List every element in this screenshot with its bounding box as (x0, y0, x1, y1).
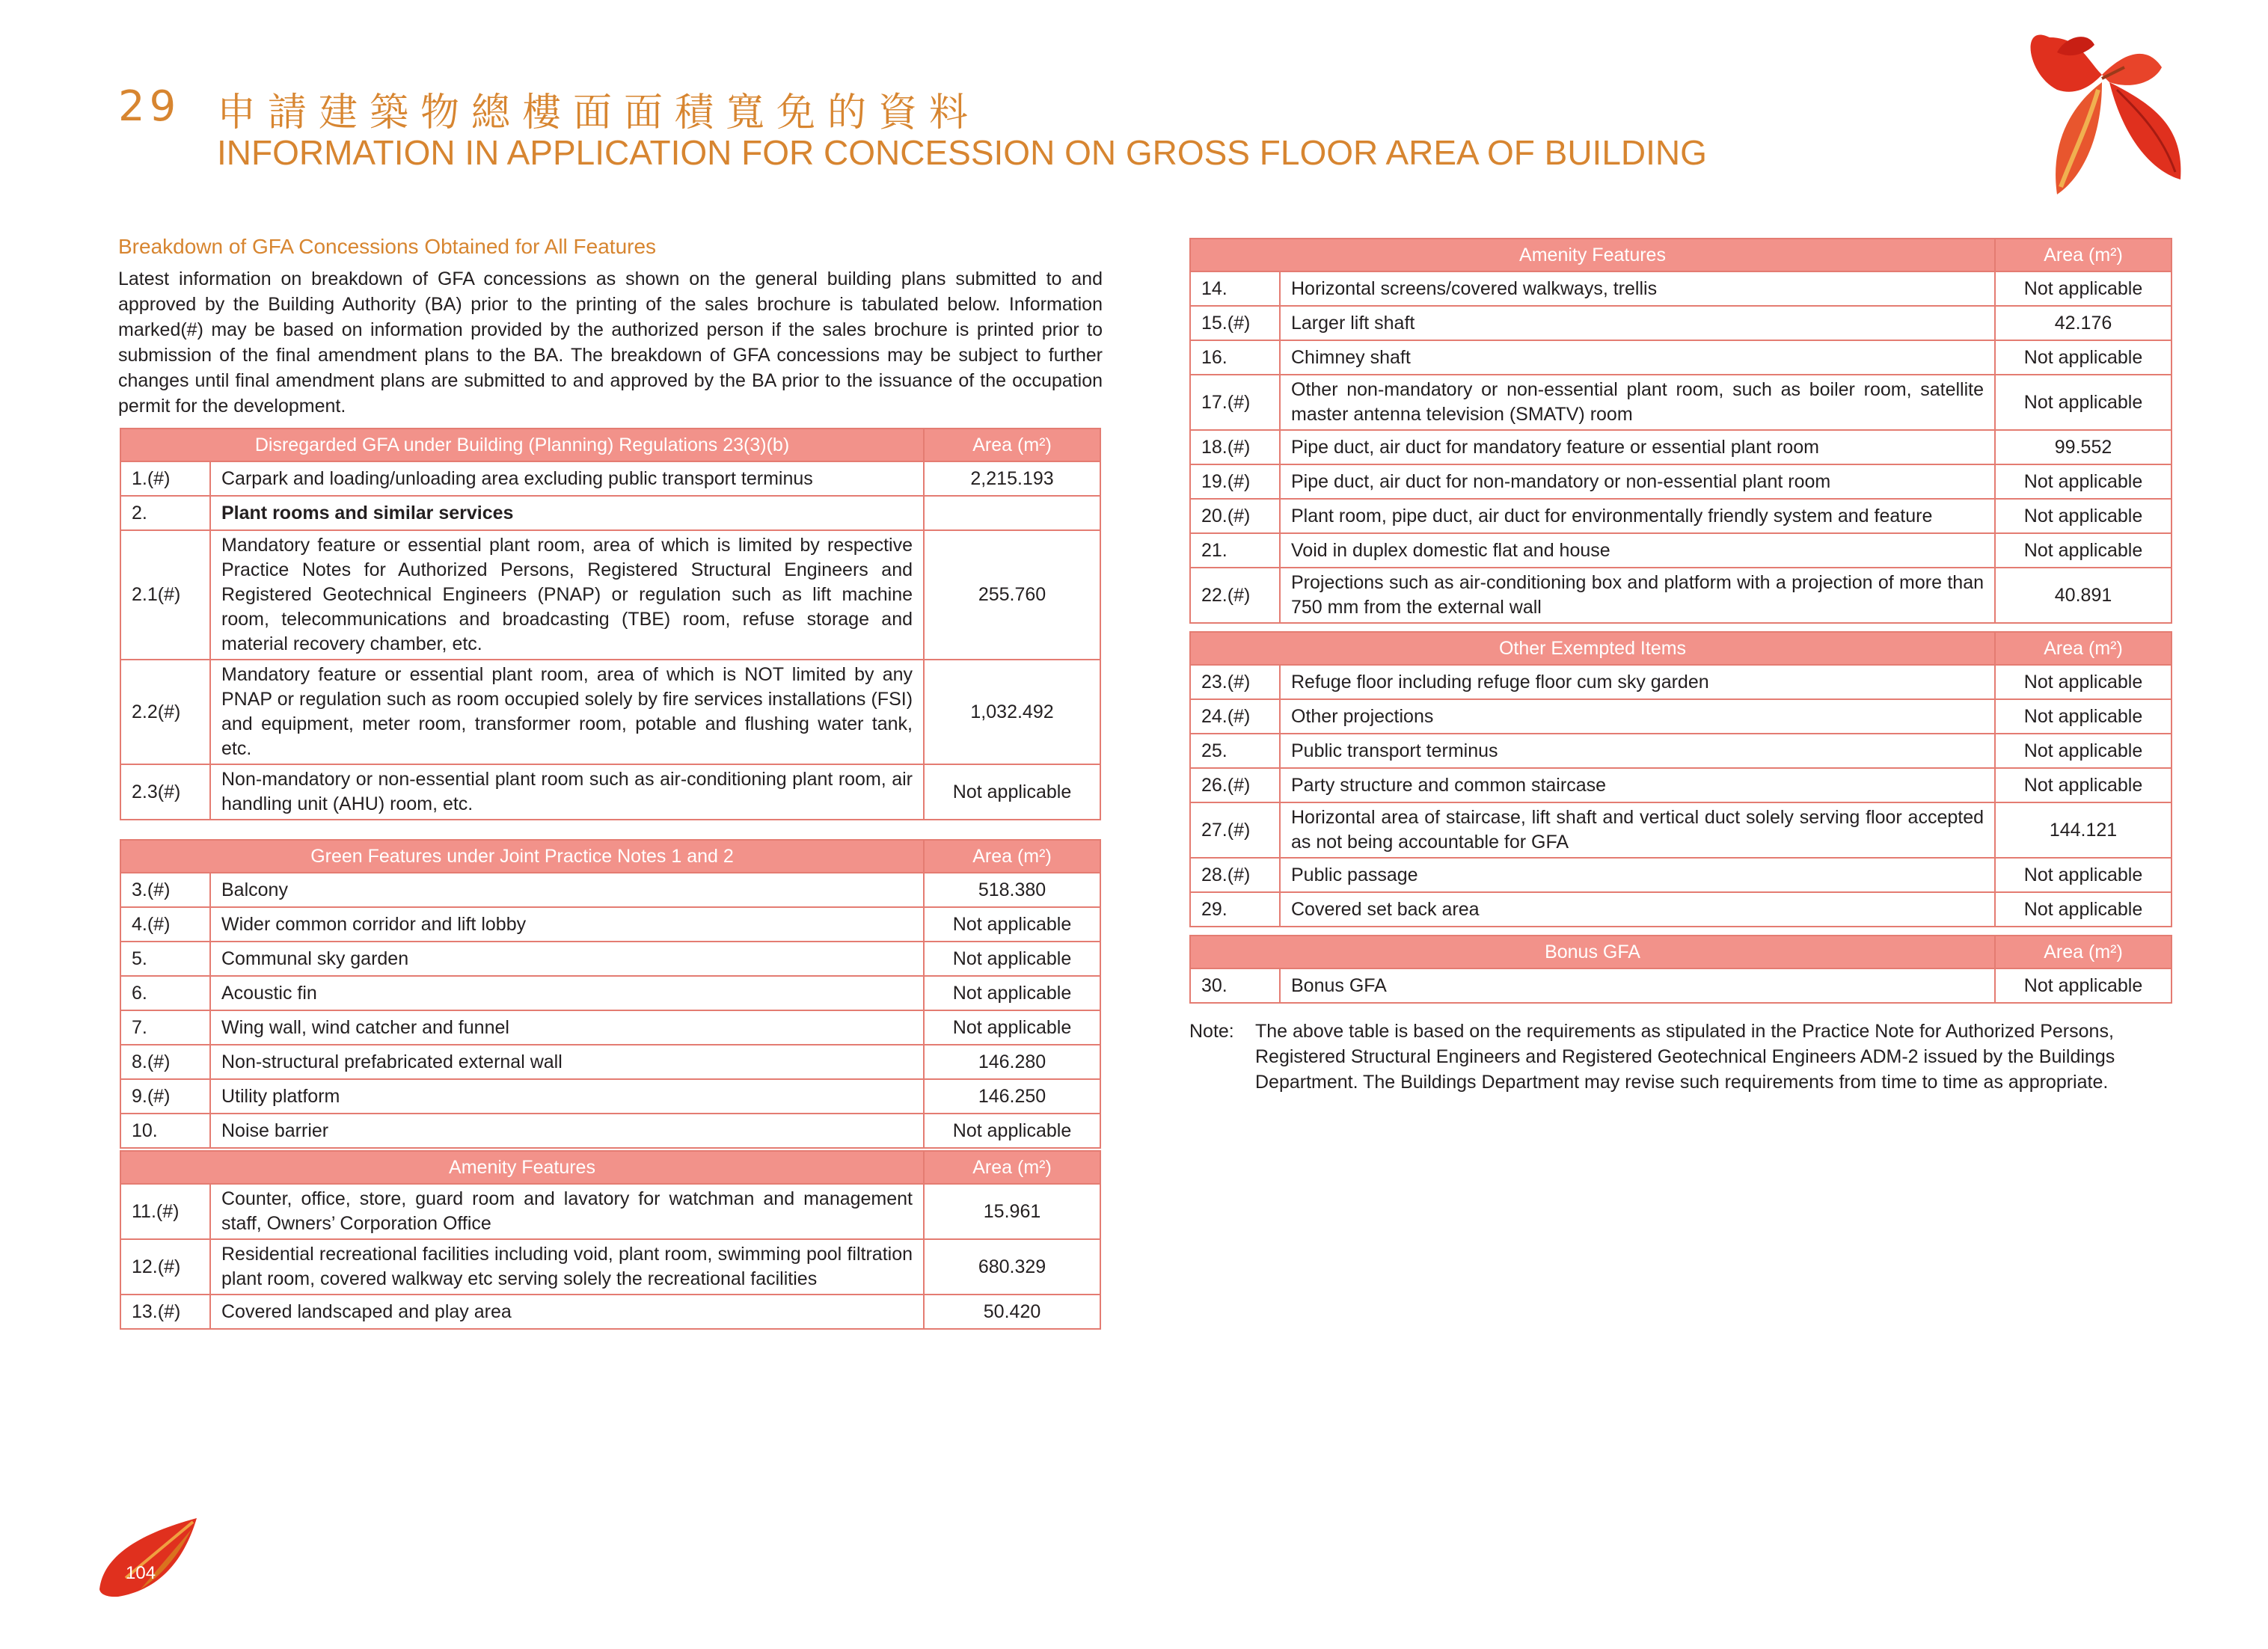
item-number: 9.(#) (120, 1079, 210, 1114)
item-area: Not applicable (1995, 858, 2172, 892)
item-number: 2.3(#) (120, 764, 210, 820)
item-area: Not applicable (1995, 271, 2172, 306)
item-description: Carpark and loading/unloading area excluding public transport terminus (210, 461, 924, 496)
amenity-features-table-right (1189, 238, 2172, 624)
bonus-gfa-table (1189, 935, 2172, 1004)
item-area: 146.280 (924, 1045, 1100, 1079)
table-row (120, 1079, 1100, 1114)
table-row (120, 1010, 1100, 1045)
item-description: Other non-mandatory or non-essential plant room, such as boiler room, satellite master antenna television (SMATV) room (1280, 375, 1995, 430)
table-row (120, 907, 1100, 942)
item-number: 15.(#) (1190, 306, 1280, 340)
item-number: 27.(#) (1190, 802, 1280, 858)
page-title-english: INFORMATION IN APPLICATION FOR CONCESSION ON GROSS FLOOR AREA OF BUILDING (217, 133, 1707, 172)
item-description: Mandatory feature or essential plant room, area of which is NOT limited by any PNAP or regulation such as room occupied solely by fire services installations (FSI) and equipment, meter room, transformer room, potable and flushing water tank, etc. (210, 660, 924, 764)
item-number: 18.(#) (1190, 430, 1280, 464)
item-area: 42.176 (1995, 306, 2172, 340)
disregarded-gfa-table (120, 428, 1101, 820)
item-area: Not applicable (924, 1010, 1100, 1045)
red-leaves-illustration (2005, 7, 2192, 202)
item-description: Public passage (1280, 858, 1995, 892)
item-description: Wider common corridor and lift lobby (210, 907, 924, 942)
item-description: Covered set back area (1280, 892, 1995, 927)
item-number: 10. (120, 1114, 210, 1148)
item-number: 1.(#) (120, 461, 210, 496)
table-row (120, 496, 1100, 530)
item-area: Not applicable (1995, 968, 2172, 1003)
area-column-header: Area (m²) (924, 840, 1100, 873)
item-area (924, 496, 1100, 530)
table-row (1190, 699, 2172, 734)
item-number: 8.(#) (120, 1045, 210, 1079)
item-description: Larger lift shaft (1280, 306, 1995, 340)
item-number: 2. (120, 496, 210, 530)
table-row (120, 1295, 1100, 1329)
table-row (120, 530, 1100, 660)
other-exempted-items-table (1189, 631, 2172, 927)
note-label: Note: (1189, 1021, 1234, 1042)
item-area: Not applicable (1995, 665, 2172, 699)
item-area: Not applicable (1995, 499, 2172, 533)
table-row (1190, 375, 2172, 430)
item-description: Void in duplex domestic flat and house (1280, 533, 1995, 568)
item-number: 25. (1190, 734, 1280, 768)
item-number: 14. (1190, 271, 1280, 306)
item-area: Not applicable (1995, 892, 2172, 927)
section-number: 29 (118, 82, 181, 131)
table-heading: Amenity Features (1190, 239, 1995, 271)
table-row (1190, 734, 2172, 768)
item-description: Balcony (210, 873, 924, 907)
item-number: 22.(#) (1190, 568, 1280, 623)
item-description: Other projections (1280, 699, 1995, 734)
item-area: Not applicable (1995, 340, 2172, 375)
table-row (1190, 568, 2172, 623)
table-heading: Other Exempted Items (1190, 632, 1995, 665)
table-row (120, 942, 1100, 976)
area-column-header: Area (m²) (1995, 239, 2172, 271)
table-row (1190, 340, 2172, 375)
item-area: 99.552 (1995, 430, 2172, 464)
item-description: Plant room, pipe duct, air duct for environmentally friendly system and feature (1280, 499, 1995, 533)
item-number: 2.2(#) (120, 660, 210, 764)
item-number: 26.(#) (1190, 768, 1280, 802)
section-subheading: Breakdown of GFA Concessions Obtained for All Features (118, 235, 657, 258)
table-row (1190, 768, 2172, 802)
area-column-header: Area (m²) (924, 1151, 1100, 1184)
item-description: Non-structural prefabricated external wall (210, 1045, 924, 1079)
item-number: 2.1(#) (120, 530, 210, 660)
item-number: 28.(#) (1190, 858, 1280, 892)
item-description: Horizontal screens/covered walkways, trellis (1280, 271, 1995, 306)
item-number: 5. (120, 942, 210, 976)
item-number: 20.(#) (1190, 499, 1280, 533)
item-number: 30. (1190, 968, 1280, 1003)
table-row (120, 1045, 1100, 1079)
green-features-table (120, 839, 1101, 1149)
item-area: Not applicable (1995, 734, 2172, 768)
table-heading: Disregarded GFA under Building (Planning) Regulations 23(3)(b) (120, 429, 924, 461)
item-number: 21. (1190, 533, 1280, 568)
page-title-chinese: 申請建築物總樓面面積寬免的資料 (217, 90, 981, 135)
table-row (1190, 464, 2172, 499)
item-area: 2,215.193 (924, 461, 1100, 496)
item-number: 6. (120, 976, 210, 1010)
table-row (120, 1114, 1100, 1148)
table-row (1190, 499, 2172, 533)
item-area: 518.380 (924, 873, 1100, 907)
item-number: 29. (1190, 892, 1280, 927)
table-row (1190, 306, 2172, 340)
item-description: Counter, office, store, guard room and lavatory for watchman and management staff, Owners’ Corporation Office (210, 1184, 924, 1239)
area-column-header: Area (m²) (1995, 632, 2172, 665)
item-area: 680.329 (924, 1239, 1100, 1295)
item-number: 4.(#) (120, 907, 210, 942)
item-description: Party structure and common staircase (1280, 768, 1995, 802)
table-row (120, 1239, 1100, 1295)
table-row (120, 461, 1100, 496)
item-number: 7. (120, 1010, 210, 1045)
item-area: 1,032.492 (924, 660, 1100, 764)
item-area: Not applicable (924, 764, 1100, 820)
note-text: The above table is based on the requirements as stipulated in the Practice Note for Authorized Persons, Registered Structural Engineers and Registered Geotechnical Engineers ADM-2 issued by the Buildings Department. The Buildings Department may revise such requirements from time to time as appropriate. (1255, 1021, 2115, 1093)
item-description: Mandatory feature or essential plant room, area of which is limited by respective Practice Notes for Authorized Persons, Registered Structural Engineers and Registered Geotechnical Engineers (PNAP) or regulation such as lift machine room, telecommunications and broadcasting (TBE) room, refuse storage and material recovery chamber, etc. (210, 530, 924, 660)
table-heading: Bonus GFA (1190, 936, 1995, 968)
area-column-header: Area (m²) (924, 429, 1100, 461)
table-row (120, 976, 1100, 1010)
item-description: Bonus GFA (1280, 968, 1995, 1003)
item-area: Not applicable (1995, 699, 2172, 734)
item-description: Communal sky garden (210, 942, 924, 976)
item-area: 146.250 (924, 1079, 1100, 1114)
item-description: Noise barrier (210, 1114, 924, 1148)
item-number: 16. (1190, 340, 1280, 375)
item-number: 12.(#) (120, 1239, 210, 1295)
item-area: Not applicable (924, 907, 1100, 942)
item-area: 50.420 (924, 1295, 1100, 1329)
item-description: Covered landscaped and play area (210, 1295, 924, 1329)
table-row (1190, 665, 2172, 699)
table-row (120, 873, 1100, 907)
item-area: 255.760 (924, 530, 1100, 660)
table-heading: Amenity Features (120, 1151, 924, 1184)
table-row (1190, 858, 2172, 892)
item-description: Pipe duct, air duct for non-mandatory or non-essential plant room (1280, 464, 1995, 499)
item-area: Not applicable (924, 1114, 1100, 1148)
item-description: Utility platform (210, 1079, 924, 1114)
table-row (1190, 271, 2172, 306)
table-row (120, 764, 1100, 820)
table-row (1190, 802, 2172, 858)
item-description: Public transport terminus (1280, 734, 1995, 768)
item-area: Not applicable (924, 976, 1100, 1010)
intro-paragraph: Latest information on breakdown of GFA concessions as shown on the general building plans submitted to and approved by the Building Authority (BA) prior to the printing of the sales brochure is tabulated below. Information marked(#) may be based on information provided by the authorized person if the sales brochure is printed prior to submission of the final amendment plans to the BA. The breakdown of GFA concessions may be subject to further changes until final amendment plans are submitted to and approved by the BA prior to the issuance of the occupation permit for the development. (118, 268, 1103, 417)
red-leaf-page-icon (96, 1518, 200, 1600)
item-description: Acoustic fin (210, 976, 924, 1010)
item-description: Pipe duct, air duct for mandatory feature or essential plant room (1280, 430, 1995, 464)
table-row (1190, 892, 2172, 927)
item-number: 13.(#) (120, 1295, 210, 1329)
amenity-features-table-left (120, 1150, 1101, 1330)
item-description: Plant rooms and similar services (210, 496, 924, 530)
item-area: 144.121 (1995, 802, 2172, 858)
item-area: Not applicable (1995, 533, 2172, 568)
item-number: 23.(#) (1190, 665, 1280, 699)
page-number: 104 (126, 1563, 156, 1583)
item-number: 19.(#) (1190, 464, 1280, 499)
item-description: Projections such as air-conditioning box and platform with a projection of more than 750 mm from the external wall (1280, 568, 1995, 623)
item-area: 15.961 (924, 1184, 1100, 1239)
item-number: 17.(#) (1190, 375, 1280, 430)
table-heading: Green Features under Joint Practice Notes 1 and 2 (120, 840, 924, 873)
item-description: Wing wall, wind catcher and funnel (210, 1010, 924, 1045)
item-description: Residential recreational facilities including void, plant room, swimming pool filtration plant room, covered walkway etc serving solely the recreational facilities (210, 1239, 924, 1295)
item-area: Not applicable (1995, 375, 2172, 430)
item-description: Horizontal area of staircase, lift shaft and vertical duct solely serving floor accepted as not being accountable for GFA (1280, 802, 1995, 858)
item-number: 11.(#) (120, 1184, 210, 1239)
item-description: Non-mandatory or non-essential plant room such as air-conditioning plant room, air handling unit (AHU) room, etc. (210, 764, 924, 820)
table-row (120, 1184, 1100, 1239)
item-description: Chimney shaft (1280, 340, 1995, 375)
table-row (120, 660, 1100, 764)
area-column-header: Area (m²) (1995, 936, 2172, 968)
item-description: Refuge floor including refuge floor cum sky garden (1280, 665, 1995, 699)
table-row (1190, 968, 2172, 1003)
item-area: 40.891 (1995, 568, 2172, 623)
item-area: Not applicable (1995, 768, 2172, 802)
item-number: 3.(#) (120, 873, 210, 907)
item-area: Not applicable (1995, 464, 2172, 499)
table-row (1190, 430, 2172, 464)
table-row (1190, 533, 2172, 568)
item-area: Not applicable (924, 942, 1100, 976)
item-number: 24.(#) (1190, 699, 1280, 734)
